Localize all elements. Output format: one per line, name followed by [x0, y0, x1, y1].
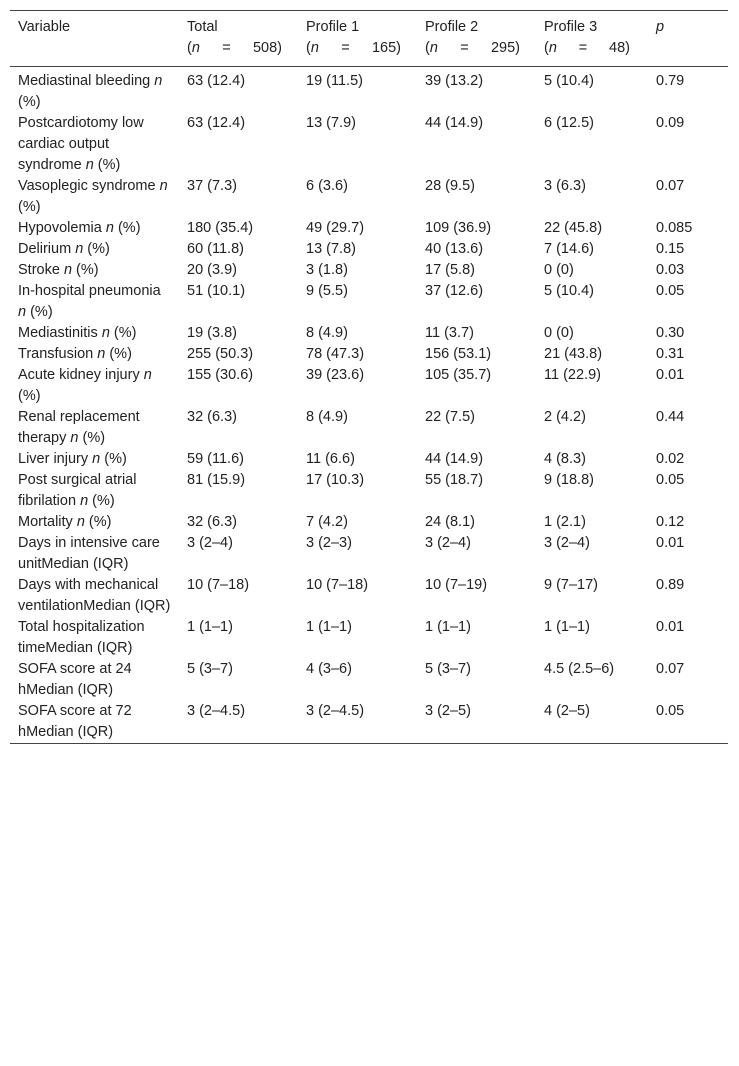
table-row	[10, 176, 728, 218]
row-profile-1: 39 (23.6)	[306, 367, 365, 383]
row-total: 3 (2–4)	[187, 535, 233, 551]
row-variable: Transfusion n (%)	[18, 346, 132, 362]
row-profile-3: 11 (22.9)	[544, 367, 601, 383]
row-profile-2: 37 (12.6)	[425, 283, 484, 299]
row-profile-1: 8 (4.9)	[306, 325, 348, 341]
outcomes-table-container	[10, 10, 728, 744]
row-p-value: 0.07	[656, 661, 685, 677]
row-total: 60 (11.8)	[187, 241, 244, 257]
row-p-value: 0.12	[656, 514, 685, 530]
table-row	[10, 701, 728, 744]
row-p-value: 0.05	[656, 703, 685, 719]
row-profile-3: 0 (0)	[544, 325, 574, 341]
row-variable: Acute kidney injury n (%)	[18, 367, 152, 404]
table-row	[10, 344, 728, 365]
row-profile-1: 3 (2–3)	[306, 535, 352, 551]
row-total: 1 (1–1)	[187, 619, 233, 635]
header-group-name: Profile 3	[544, 19, 598, 35]
table-row	[10, 659, 728, 701]
row-p-value: 0.01	[656, 619, 685, 635]
row-p-value: 0.05	[656, 472, 685, 488]
outcomes-table	[10, 10, 728, 744]
row-profile-2: 1 (1–1)	[425, 619, 471, 635]
table-row	[10, 512, 728, 533]
row-profile-3: 1 (1–1)	[544, 619, 590, 635]
row-total: 37 (7.3)	[187, 178, 237, 194]
row-p-value: 0.01	[656, 535, 685, 551]
row-profile-1: 49 (29.7)	[306, 220, 365, 236]
row-p-value: 0.15	[656, 241, 685, 257]
table-row	[10, 281, 728, 323]
row-p-value: 0.79	[656, 73, 685, 89]
row-p-value: 0.09	[656, 115, 685, 131]
row-profile-3: 0 (0)	[544, 262, 574, 278]
table-row	[10, 470, 728, 512]
row-profile-3: 6 (12.5)	[544, 115, 594, 131]
row-variable: Days with mechanical ventilationMedian (IQR)	[18, 577, 171, 614]
table-row	[10, 533, 728, 575]
row-profile-1: 19 (11.5)	[306, 73, 363, 89]
row-total: 10 (7–18)	[187, 577, 250, 593]
row-total: 155 (30.6)	[187, 367, 254, 383]
row-profile-2: 3 (2–4)	[425, 535, 471, 551]
header-group-n: (n = 165)	[306, 40, 401, 56]
row-p-value: 0.89	[656, 577, 685, 593]
row-variable: Mortality n (%)	[18, 514, 112, 530]
table-row	[10, 449, 728, 470]
header-profile-3	[536, 11, 648, 67]
row-profile-1: 9 (5.5)	[306, 283, 348, 299]
header-group-n: (n = 48)	[544, 40, 630, 56]
row-profile-3: 3 (2–4)	[544, 535, 590, 551]
table-row	[10, 575, 728, 617]
row-profile-1: 8 (4.9)	[306, 409, 348, 425]
row-variable: Postcardiotomy low cardiac output syndrome n (%)	[18, 115, 144, 173]
row-variable: Mediastinitis n (%)	[18, 325, 137, 341]
row-variable: Renal replacement therapy n (%)	[18, 409, 140, 446]
row-profile-3: 7 (14.6)	[544, 241, 594, 257]
row-profile-3: 5 (10.4)	[544, 283, 594, 299]
row-variable: Total hospitalization timeMedian (IQR)	[18, 619, 145, 656]
table-row	[10, 260, 728, 281]
header-group-name: Profile 2	[425, 19, 479, 35]
row-total: 5 (3–7)	[187, 661, 233, 677]
row-profile-2: 44 (14.9)	[425, 115, 484, 131]
row-p-value: 0.07	[656, 178, 685, 194]
row-profile-3: 3 (6.3)	[544, 178, 586, 194]
table-row	[10, 239, 728, 260]
table-row	[10, 365, 728, 407]
row-total: 51 (10.1)	[187, 283, 246, 299]
row-total: 32 (6.3)	[187, 514, 237, 530]
row-total: 3 (2–4.5)	[187, 703, 246, 719]
header-total	[179, 11, 298, 67]
header-group-n: (n = 295)	[425, 40, 520, 56]
row-p-value: 0.03	[656, 262, 685, 278]
row-profile-2: 28 (9.5)	[425, 178, 475, 194]
row-profile-2: 24 (8.1)	[425, 514, 475, 530]
table-body	[10, 67, 728, 744]
table-row	[10, 113, 728, 176]
row-p-value: 0.30	[656, 325, 685, 341]
row-total: 63 (12.4)	[187, 73, 246, 89]
row-profile-3: 1 (2.1)	[544, 514, 586, 530]
row-profile-2: 156 (53.1)	[425, 346, 492, 362]
row-variable: Mediastinal bleeding n (%)	[18, 73, 163, 110]
table-row	[10, 323, 728, 344]
row-profile-1: 3 (1.8)	[306, 262, 348, 278]
row-profile-2: 11 (3.7)	[425, 325, 474, 341]
table-header-row	[10, 11, 728, 67]
header-group-name: Profile 1	[306, 19, 360, 35]
row-total: 32 (6.3)	[187, 409, 237, 425]
row-variable: Post surgical atrial fibrilation n (%)	[18, 472, 137, 509]
table-row	[10, 407, 728, 449]
header-group-name: Total	[187, 19, 218, 35]
row-profile-1: 3 (2–4.5)	[306, 703, 365, 719]
row-profile-1: 11 (6.6)	[306, 451, 355, 467]
row-profile-2: 105 (35.7)	[425, 367, 492, 383]
row-profile-2: 3 (2–5)	[425, 703, 471, 719]
row-profile-2: 5 (3–7)	[425, 661, 471, 677]
row-profile-2: 40 (13.6)	[425, 241, 484, 257]
row-profile-1: 4 (3–6)	[306, 661, 352, 677]
row-profile-1: 13 (7.8)	[306, 241, 356, 257]
row-variable: SOFA score at 72hMedian (IQR)	[18, 703, 132, 740]
row-profile-1: 1 (1–1)	[306, 619, 352, 635]
row-profile-2: 17 (5.8)	[425, 262, 475, 278]
row-p-value: 0.31	[656, 346, 685, 362]
row-profile-3: 4.5 (2.5–6)	[544, 661, 615, 677]
row-variable: SOFA score at 24hMedian (IQR)	[18, 661, 132, 698]
row-profile-2: 22 (7.5)	[425, 409, 475, 425]
row-profile-3: 4 (8.3)	[544, 451, 586, 467]
row-profile-3: 2 (4.2)	[544, 409, 586, 425]
row-profile-2: 39 (13.2)	[425, 73, 484, 89]
row-profile-2: 109 (36.9)	[425, 220, 492, 236]
row-variable: Vasoplegic syndrome n (%)	[18, 178, 168, 215]
row-total: 63 (12.4)	[187, 115, 246, 131]
row-profile-1: 78 (47.3)	[306, 346, 365, 362]
row-profile-2: 44 (14.9)	[425, 451, 484, 467]
row-profile-2: 55 (18.7)	[425, 472, 484, 488]
row-profile-1: 10 (7–18)	[306, 577, 369, 593]
row-profile-1: 6 (3.6)	[306, 178, 348, 194]
row-profile-3: 21 (43.8)	[544, 346, 603, 362]
header-variable: Variable	[18, 19, 71, 35]
row-profile-3: 4 (2–5)	[544, 703, 590, 719]
row-profile-3: 9 (7–17)	[544, 577, 599, 593]
row-p-value: 0.01	[656, 367, 685, 383]
header-profile-1	[298, 11, 417, 67]
table-row	[10, 67, 728, 114]
row-profile-1: 17 (10.3)	[306, 472, 365, 488]
row-total: 81 (15.9)	[187, 472, 246, 488]
header-profile-2	[417, 11, 536, 67]
row-variable: Liver injury n (%)	[18, 451, 127, 467]
header-p-value: p	[656, 19, 665, 35]
row-total: 180 (35.4)	[187, 220, 254, 236]
header-group-n: (n = 508)	[187, 40, 282, 56]
row-variable: Hypovolemia n (%)	[18, 220, 141, 236]
row-profile-2: 10 (7–19)	[425, 577, 488, 593]
table-row	[10, 218, 728, 239]
row-total: 19 (3.8)	[187, 325, 237, 341]
row-total: 255 (50.3)	[187, 346, 254, 362]
row-total: 20 (3.9)	[187, 262, 237, 278]
row-profile-1: 7 (4.2)	[306, 514, 348, 530]
row-variable: Days in intensive care unitMedian (IQR)	[18, 535, 160, 572]
row-variable: Delirium n (%)	[18, 241, 110, 257]
row-p-value: 0.02	[656, 451, 685, 467]
row-p-value: 0.44	[656, 409, 685, 425]
row-total: 59 (11.6)	[187, 451, 244, 467]
row-profile-1: 13 (7.9)	[306, 115, 356, 131]
row-p-value: 0.085	[656, 220, 693, 236]
row-profile-3: 22 (45.8)	[544, 220, 603, 236]
row-profile-3: 9 (18.8)	[544, 472, 594, 488]
row-profile-3: 5 (10.4)	[544, 73, 594, 89]
row-variable: Stroke n (%)	[18, 262, 99, 278]
row-variable: In-hospital pneumonia n (%)	[18, 283, 161, 320]
table-row	[10, 617, 728, 659]
row-p-value: 0.05	[656, 283, 685, 299]
